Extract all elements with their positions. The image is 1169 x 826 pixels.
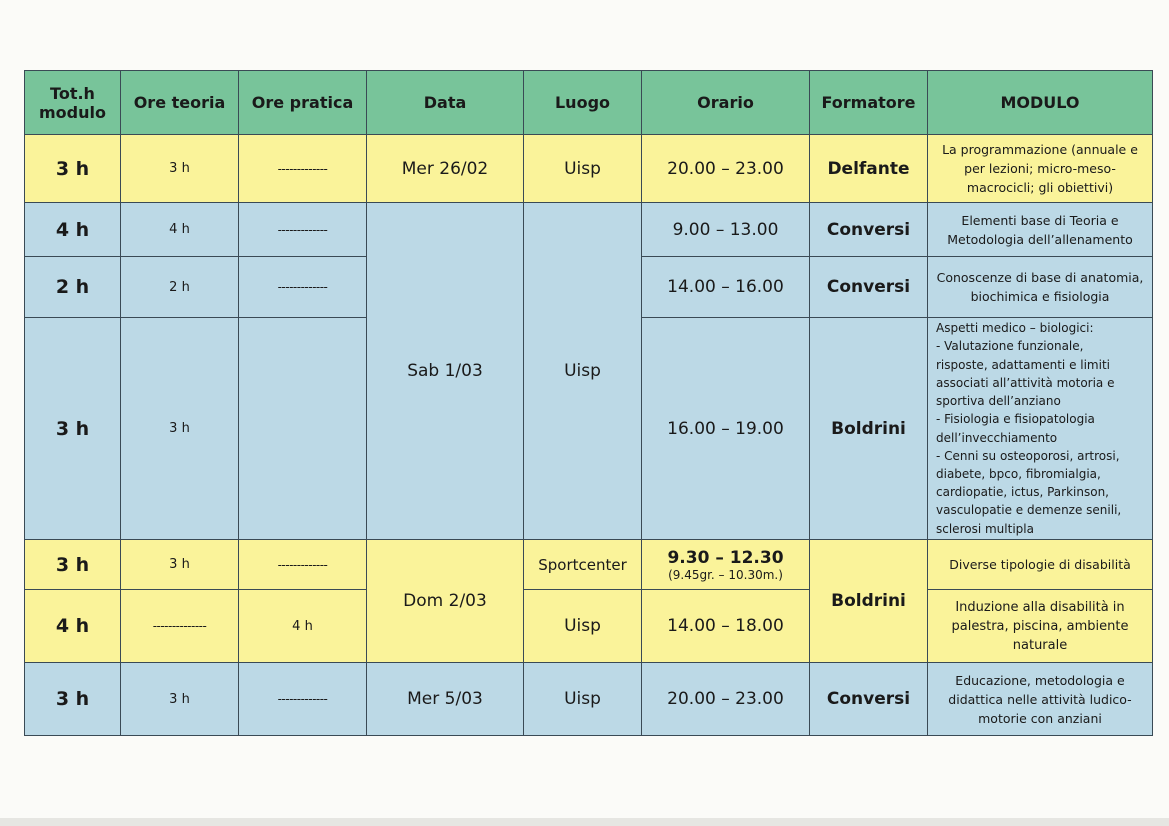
- header-modulo: MODULO: [928, 71, 1153, 135]
- data-cell-merged: Sab 1/03: [367, 203, 524, 540]
- ore-pratica-cell-empty: [239, 318, 367, 540]
- table-row: [25, 540, 1153, 590]
- modulo-line: - Fisiologia e fisiopatologia: [936, 412, 1095, 427]
- formatore-cell: Conversi: [810, 257, 928, 318]
- data-cell: Mer 26/02: [367, 135, 524, 203]
- ore-pratica-cell: -------------: [239, 540, 367, 590]
- orario-cell: 9.00 – 13.00: [642, 203, 810, 257]
- header-luogo: Luogo: [524, 71, 642, 135]
- orario-cell: 14.00 – 18.00: [642, 590, 810, 663]
- header-formatore: Formatore: [810, 71, 928, 135]
- tot-ore-cell: 3 h: [25, 135, 121, 203]
- orario-note: (9.45gr. – 10.30m.): [668, 567, 783, 582]
- data-cell: Mer 5/03: [367, 663, 524, 736]
- header-orario: Orario: [642, 71, 810, 135]
- luogo-cell: Uisp: [524, 663, 642, 736]
- modulo-line: diabete, bpco, fibromialgia,: [936, 466, 1101, 481]
- luogo-cell-merged: Uisp: [524, 203, 642, 540]
- modulo-line: - Cenni su osteoporosi, artrosi,: [936, 448, 1120, 463]
- formatore-cell: Boldrini: [810, 318, 928, 540]
- tot-ore-cell: 4 h: [25, 590, 121, 663]
- luogo-cell: Uisp: [524, 135, 642, 203]
- modulo-line: risposte, adattamenti e limiti: [936, 357, 1110, 372]
- header-ore-pratica: Ore pratica: [239, 71, 367, 135]
- ore-teoria-cell: 3 h: [121, 663, 239, 736]
- orario-main: 9.30 – 12.30: [667, 547, 784, 568]
- ore-pratica-cell: -------------: [239, 663, 367, 736]
- luogo-cell: Uisp: [524, 590, 642, 663]
- modulo-line: associati all’attività motoria e: [936, 375, 1115, 390]
- modulo-line: sportiva dell’anziano: [936, 394, 1061, 409]
- ore-teoria-cell: 3 h: [121, 135, 239, 203]
- page-bottom-edge: [0, 818, 1169, 826]
- tot-ore-cell: 3 h: [25, 663, 121, 736]
- modulo-line: - Valutazione funzionale,: [936, 339, 1084, 354]
- formatore-cell: Conversi: [810, 663, 928, 736]
- ore-pratica-cell: -------------: [239, 257, 367, 318]
- modulo-cell: Elementi base di Teoria e Metodologia dell’allenamento: [928, 203, 1153, 257]
- data-cell-merged: Dom 2/03: [367, 540, 524, 663]
- ore-pratica-cell: -------------: [239, 135, 367, 203]
- tot-ore-cell: 3 h: [25, 318, 121, 540]
- orario-cell: [642, 540, 810, 590]
- header-row: [25, 71, 1153, 135]
- luogo-cell: Sportcenter: [524, 540, 642, 590]
- formatore-cell: Conversi: [810, 203, 928, 257]
- orario-cell: 20.00 – 23.00: [642, 135, 810, 203]
- ore-teoria-cell: --------------: [121, 590, 239, 663]
- ore-pratica-cell: -------------: [239, 203, 367, 257]
- modulo-line: dell’invecchiamento: [936, 430, 1058, 445]
- modulo-cell: Diverse tipologie di disabilità: [928, 540, 1153, 590]
- course-schedule-table: [24, 70, 1153, 736]
- modulo-line: vasculopatie e demenze senili,: [936, 503, 1122, 518]
- orario-cell: 16.00 – 19.00: [642, 318, 810, 540]
- formatore-cell-merged: Boldrini: [810, 540, 928, 663]
- ore-teoria-cell: 3 h: [121, 540, 239, 590]
- orario-cell: 20.00 – 23.00: [642, 663, 810, 736]
- formatore-cell: Delfante: [810, 135, 928, 203]
- modulo-cell: Conoscenze di base di anatomia, biochimica e fisiologia: [928, 257, 1153, 318]
- table-row: [25, 590, 1153, 663]
- modulo-cell: Educazione, metodologia e didattica nelle attività ludico-motorie con anziani: [928, 663, 1153, 736]
- tot-ore-cell: 2 h: [25, 257, 121, 318]
- tot-ore-cell: 3 h: [25, 540, 121, 590]
- ore-teoria-cell: 3 h: [121, 318, 239, 540]
- modulo-line: Aspetti medico – biologici:: [936, 321, 1094, 336]
- header-ore-teoria: Ore teoria: [121, 71, 239, 135]
- tot-ore-cell: 4 h: [25, 203, 121, 257]
- table-row: [25, 203, 1153, 257]
- modulo-cell: La programmazione (annuale e per lezioni; micro-meso-macrocicli; gli obiettivi): [928, 135, 1153, 203]
- modulo-cell: Induzione alla disabilità in palestra, piscina, ambiente naturale: [928, 590, 1153, 663]
- orario-cell: 14.00 – 16.00: [642, 257, 810, 318]
- modulo-line: sclerosi multipla: [936, 521, 1034, 536]
- ore-teoria-cell: 2 h: [121, 257, 239, 318]
- modulo-line: cardiopatie, ictus, Parkinson,: [936, 485, 1109, 500]
- header-tot-ore: Tot.h modulo: [25, 71, 121, 135]
- ore-teoria-cell: 4 h: [121, 203, 239, 257]
- table-row: [25, 663, 1153, 736]
- ore-pratica-cell: 4 h: [239, 590, 367, 663]
- header-data: Data: [367, 71, 524, 135]
- modulo-cell-list: [928, 318, 1153, 540]
- table-row: [25, 135, 1153, 203]
